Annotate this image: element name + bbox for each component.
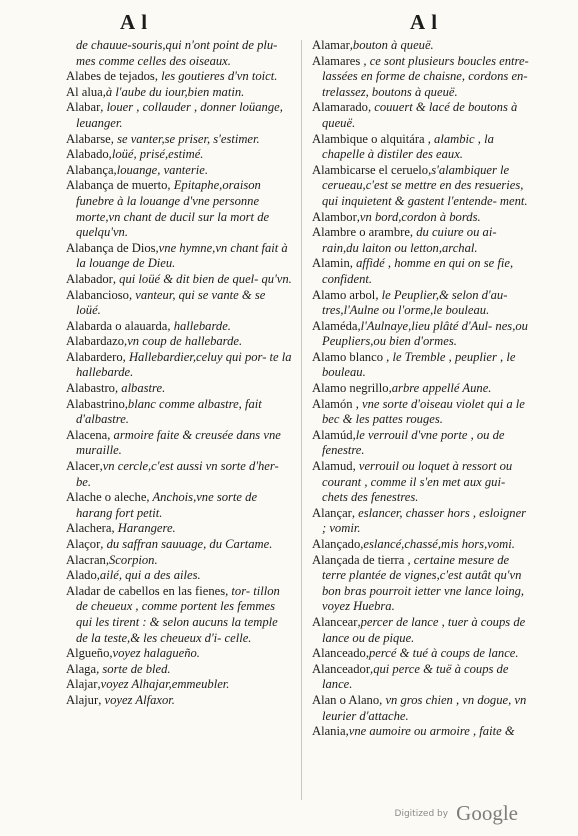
entry-headword: Alabastro bbox=[66, 381, 115, 396]
dictionary-entry bbox=[312, 350, 530, 381]
dictionary-entry bbox=[66, 490, 292, 521]
entry-headword: Alabado bbox=[66, 147, 109, 162]
entry-definition: ,vne hymne,vn chant fait à la louange de Dieu. bbox=[76, 240, 288, 271]
dictionary-entry bbox=[66, 646, 292, 662]
entry-definition: , du saffran sauuage, du Cartame. bbox=[100, 537, 273, 551]
dictionary-entry bbox=[66, 241, 292, 272]
entry-definition: ,louange, vanterie. bbox=[113, 162, 208, 177]
dictionary-entry bbox=[312, 506, 530, 537]
dictionary-entry bbox=[312, 397, 530, 428]
entry-definition: ,vn bord,cordon à bords. bbox=[356, 209, 481, 224]
entry-definition: ,voyez halagueño. bbox=[109, 646, 200, 661]
entry-definition: ,percer de lance , tuer à coups de lance ou de pique. bbox=[322, 614, 526, 645]
dictionary-entry bbox=[66, 288, 292, 319]
digitized-by-label: Digitized by bbox=[394, 808, 449, 819]
left-column bbox=[66, 38, 292, 709]
entry-headword: Alambor bbox=[312, 209, 357, 224]
entry-definition: ,l'Aulnaye,lieu plâté d'Aul- nes,ou Peupliers,ou bien d'ormes. bbox=[322, 318, 528, 349]
dictionary-entry bbox=[66, 693, 292, 709]
entry-definition: de chauue-souris,qui n'ont point de plu- mes comme celles des oiseaux. bbox=[76, 38, 278, 68]
entry-headword: Alado bbox=[66, 568, 97, 583]
dictionary-entry bbox=[66, 677, 292, 693]
entry-definition: , vne sorte d'oiseau violet qui a le bec & les pattes rouges. bbox=[322, 396, 525, 427]
dictionary-entry bbox=[312, 38, 530, 54]
entry-headword: Alachera bbox=[66, 521, 112, 536]
entry-headword: Alancear bbox=[312, 614, 358, 629]
entry-definition: , sorte de bled. bbox=[96, 661, 171, 676]
entry-headword: Alambique o alquitára bbox=[312, 131, 425, 146]
dictionary-entry bbox=[312, 132, 530, 163]
entry-headword: Alacena bbox=[66, 427, 108, 442]
entry-definition: , vn gros chien , vn dogue, vn leurier d'attache. bbox=[322, 692, 527, 723]
entry-headword: Alamud bbox=[312, 459, 353, 474]
entry-definition: ,ailé, qui a des ailes. bbox=[96, 568, 201, 583]
entry-headword: Alajur bbox=[66, 692, 99, 707]
dictionary-entry bbox=[312, 381, 530, 397]
column-divider bbox=[301, 40, 302, 800]
entry-headword: Alabastrino bbox=[66, 396, 125, 411]
dictionary-entry bbox=[66, 319, 292, 335]
entry-definition: , eslancer, chasser hors , esloigner ; vomir. bbox=[322, 505, 527, 536]
entry-headword: Alabes de tejados bbox=[66, 69, 155, 84]
entry-headword: Alan o Alano bbox=[312, 692, 380, 707]
entry-headword: Alabador bbox=[66, 271, 113, 286]
entry-definition: , albastre. bbox=[114, 381, 166, 396]
dictionary-entry bbox=[312, 693, 530, 724]
dictionary-entry bbox=[66, 69, 292, 85]
entry-definition: ,s'alambiquer le cerueau,c'est se mettre en des resueries, qui inquietent & gastent l'entende- ment. bbox=[322, 162, 528, 208]
entry-headword: Alamin bbox=[312, 256, 350, 271]
right-column bbox=[312, 38, 530, 740]
entry-headword: Alabança bbox=[66, 162, 114, 177]
dictionary-entry bbox=[66, 350, 292, 381]
dictionary-entry bbox=[66, 163, 292, 179]
entry-headword: Alanceador bbox=[312, 661, 371, 676]
entry-headword: Algueño bbox=[66, 646, 110, 661]
entry-headword: Alamo negrillo bbox=[312, 381, 389, 396]
entry-definition: , le Tremble , peuplier , le bouleau. bbox=[322, 349, 516, 380]
entry-definition: , Anchois,vne sorte de harang fort petit. bbox=[76, 490, 258, 520]
dictionary-entry bbox=[312, 163, 530, 210]
entry-headword: Alaga bbox=[66, 661, 97, 676]
entry-definition: , les goutieres d'vn toict. bbox=[154, 69, 278, 84]
dictionary-entry bbox=[312, 54, 530, 101]
dictionary-entry bbox=[66, 272, 292, 288]
dictionary-entry bbox=[66, 537, 292, 553]
dictionary-entry bbox=[312, 724, 530, 740]
dictionary-entry bbox=[312, 537, 530, 553]
dictionary-entry bbox=[66, 100, 292, 131]
entry-headword: Alania bbox=[312, 724, 346, 739]
dictionary-entry bbox=[312, 256, 530, 287]
entry-headword: Alamón bbox=[312, 396, 353, 411]
entry-definition: , tor- tillon de cheueux , comme portent les femmes qui les tirent : & selon aucuns la temple de la teste,& les cheueux d'i- celle. bbox=[76, 583, 280, 645]
entry-definition: , voyez Alfaxor. bbox=[98, 692, 175, 707]
dictionary-entry bbox=[66, 38, 292, 69]
entry-definition: , vanteur, qui se vante & se loüé. bbox=[76, 287, 266, 318]
entry-headword: Alambicarse el ceruelo bbox=[312, 162, 429, 177]
entry-definition: ,voyez Alhajar,emmeubler. bbox=[97, 677, 230, 692]
entry-definition: , Hallebardier,celuy qui por- te la hallebarde. bbox=[76, 349, 292, 380]
entry-headword: Alabardero bbox=[66, 349, 123, 364]
entry-definition: , affidé , homme en qui on se fie, confident. bbox=[322, 256, 514, 286]
page-header-right: A l bbox=[410, 10, 439, 34]
dictionary-entry bbox=[66, 459, 292, 490]
entry-headword: Alajar bbox=[66, 677, 98, 692]
dictionary-entry bbox=[312, 459, 530, 506]
dictionary-entry bbox=[66, 662, 292, 678]
entry-headword: Alançado bbox=[312, 537, 361, 551]
entry-definition: ,bouton à queuë. bbox=[349, 38, 434, 52]
entry-definition: , hallebarde. bbox=[167, 318, 231, 333]
entry-definition: ,vn cercle,c'est aussi vn sorte d'her- be. bbox=[76, 459, 279, 489]
entry-headword: Alache o aleche bbox=[66, 490, 147, 505]
dictionary-entry bbox=[66, 568, 292, 584]
entry-headword: Alamo blanco bbox=[312, 349, 383, 364]
entry-headword: Alançada de tierra bbox=[312, 552, 405, 567]
entry-definition: ,vne aumoire ou armoire , faite & bbox=[345, 724, 515, 739]
entry-headword: Alançar bbox=[312, 505, 352, 520]
entry-definition: , Epitaphe,oraison funebre à la louange d'vne personne morte,vn chant de ducil sur la mort de quelqu'vn. bbox=[76, 178, 270, 240]
dictionary-entry bbox=[312, 288, 530, 319]
dictionary-entry bbox=[312, 662, 530, 693]
entry-definition: , certaine mesure de terre plantée de vignes,c'est autât qu'vn bon bras pourroit ietter vne lance loing, voyez Huebra. bbox=[322, 552, 525, 614]
entry-definition: , armoire faite & creusée dans vne muraille. bbox=[76, 427, 281, 458]
entry-headword: Alabar bbox=[66, 100, 101, 115]
entry-headword: Alabarse bbox=[66, 131, 111, 146]
dictionary-entry bbox=[312, 646, 530, 662]
entry-definition: ,loüé, prisé,estimé. bbox=[108, 147, 204, 162]
entry-headword: Alamares bbox=[312, 53, 361, 68]
entry-headword: Alamo arbol bbox=[312, 287, 376, 302]
dictionary-entry bbox=[66, 381, 292, 397]
page-header-left: A l bbox=[120, 10, 149, 34]
entry-definition: , alambic , la chapelle à distiler des eaux. bbox=[322, 131, 494, 162]
entry-headword: Alabança de Dios bbox=[66, 240, 156, 255]
entry-definition: ,qui perce & tuë à coups de lance. bbox=[322, 661, 509, 692]
dictionary-entry bbox=[66, 147, 292, 163]
entry-definition: , du cuiure ou ai- rain,du laiton ou letton,archal. bbox=[322, 225, 497, 255]
entry-definition: , qui loüé & dit bien de quel- qu'vn. bbox=[112, 271, 292, 286]
digitization-footer bbox=[395, 801, 518, 826]
entry-headword: Aladar de cabellos en las fienes bbox=[66, 583, 226, 598]
entry-definition: ,vn coup de hallebarde. bbox=[124, 334, 243, 349]
entry-headword: Alacer bbox=[66, 459, 100, 474]
entry-definition: , le Peuplier,& selon d'au- tres,l'Aulne ou l'orme,le bouleau. bbox=[322, 287, 508, 318]
entry-headword: Al alua bbox=[66, 84, 103, 99]
dictionary-entry bbox=[66, 553, 292, 569]
entry-headword: Alabancioso bbox=[66, 287, 129, 302]
dictionary-entry bbox=[66, 397, 292, 428]
dictionary-entry bbox=[312, 428, 530, 459]
entry-headword: Alambre o arambre bbox=[312, 225, 410, 240]
entry-definition: ,eslancé,chassé,mis hors,vomi. bbox=[360, 537, 515, 551]
entry-headword: Alaméda bbox=[312, 318, 358, 333]
dictionary-entry bbox=[312, 615, 530, 646]
dictionary-entry bbox=[312, 553, 530, 615]
entry-definition: , Harangere. bbox=[111, 521, 176, 536]
entry-headword: Alanceado bbox=[312, 646, 366, 661]
dictionary-entry bbox=[66, 428, 292, 459]
entry-headword: Alacran bbox=[66, 552, 106, 567]
dictionary-entry bbox=[66, 178, 292, 240]
entry-definition: ,arbre appellé Aune. bbox=[388, 381, 492, 396]
entry-definition: , couuert & lacé de boutons à queuë. bbox=[322, 100, 518, 130]
entry-headword: Alamúd bbox=[312, 427, 353, 442]
entry-headword: Alamar bbox=[312, 38, 350, 52]
dictionary-entry bbox=[66, 521, 292, 537]
dictionary-entry bbox=[312, 100, 530, 131]
entry-definition: ,le verrouil d'vne porte , ou de fenestre. bbox=[322, 427, 505, 458]
entry-headword: Alamarado bbox=[312, 100, 368, 115]
entry-definition: , louer , collauder , donner loüange, leuanger. bbox=[76, 100, 283, 130]
entry-definition: ,à l'aube du iour,bien matin. bbox=[102, 84, 245, 99]
entry-definition: ,Scorpion. bbox=[105, 552, 158, 567]
entry-definition: , se vanter,se priser, s'estimer. bbox=[110, 131, 260, 146]
entry-headword: Alabança de muerto bbox=[66, 178, 168, 193]
entry-definition: ,blanc comme albastre, fait d'albastre. bbox=[76, 396, 262, 427]
dictionary-entry bbox=[66, 132, 292, 148]
entry-definition: , verrouil ou loquet à ressort ou courant , comme il s'en met aux gui- chets des fenestres. bbox=[322, 459, 513, 505]
dictionary-entry bbox=[312, 210, 530, 226]
entry-headword: Alaçor bbox=[66, 537, 101, 551]
entry-definition: ,percé & tué à coups de lance. bbox=[365, 646, 519, 661]
entry-definition: , ce sont plusieurs boucles entre- lassées en forme de chaisne, cordons en- trelassez, boutons à queuë. bbox=[322, 53, 529, 99]
entry-headword: Alabarda o alauarda bbox=[66, 318, 168, 333]
dictionary-entry bbox=[312, 319, 530, 350]
dictionary-entry bbox=[66, 85, 292, 101]
dictionary-entry bbox=[66, 334, 292, 350]
google-logo-text: Google bbox=[456, 801, 518, 825]
entry-headword: Alabardazo bbox=[66, 334, 125, 349]
dictionary-entry bbox=[312, 225, 530, 256]
dictionary-entry bbox=[66, 584, 292, 646]
